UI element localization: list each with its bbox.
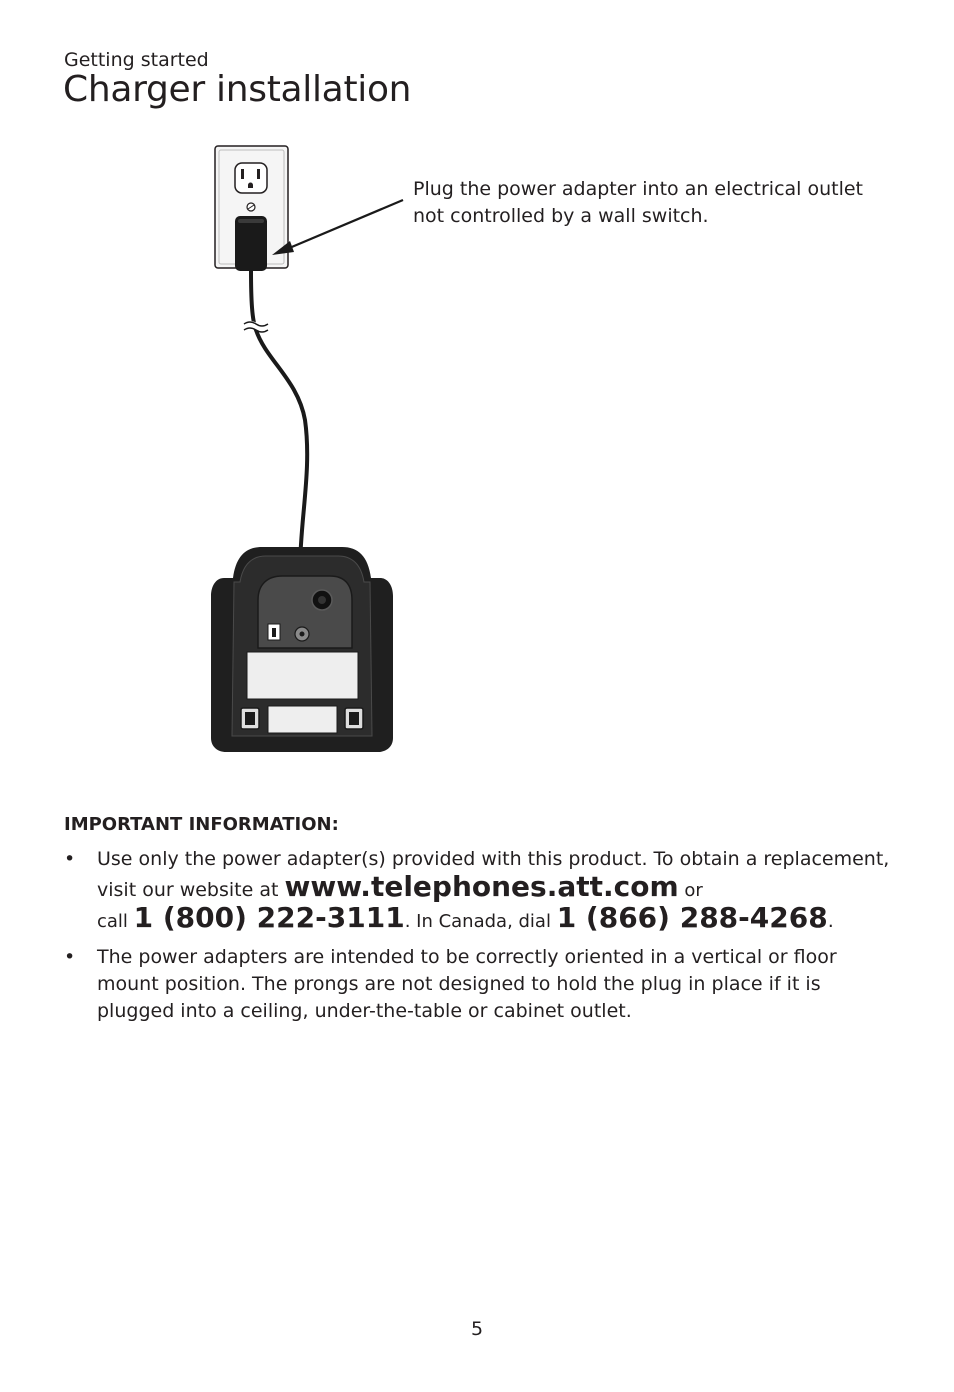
item-text: or (678, 880, 703, 901)
page-title: Charger installation (63, 69, 412, 110)
list-item (64, 846, 894, 935)
callout-arrow (265, 190, 415, 260)
item-text: The power adapters are intended to be correctly oriented in a vertical or floor mount position. The prongs are not designed to hold the plug in place if it is plugged into a ceiling, under-the-table or cabinet outlet. (97, 946, 837, 1022)
important-information-list (64, 846, 894, 1034)
callout-text: Plug the power adapter into an electrical outlet not controlled by a wall switch. (413, 178, 864, 227)
phone-number-canada: 1 (866) 288-4268 (556, 901, 828, 934)
item-text: call (97, 911, 134, 932)
page-number: 5 (470, 1318, 484, 1340)
bullet: • (64, 946, 76, 968)
charger-base (211, 547, 393, 752)
website-link[interactable]: www.telephones.att.com (284, 870, 679, 903)
item-text: . In Canada, dial (404, 911, 557, 932)
section-label: Getting started (64, 49, 209, 71)
important-information-heading: IMPORTANT INFORMATION: (64, 814, 339, 835)
bullet: • (64, 848, 76, 870)
phone-number-us: 1 (800) 222-3111 (133, 901, 405, 934)
power-adapter (235, 216, 267, 271)
item-text: . (827, 910, 834, 932)
cord-break-symbol (244, 322, 268, 332)
list-item (64, 944, 894, 1025)
item-text: Use only the power adapter(s) provided with this product. To obtain a replacement, visit our website at (97, 848, 890, 901)
